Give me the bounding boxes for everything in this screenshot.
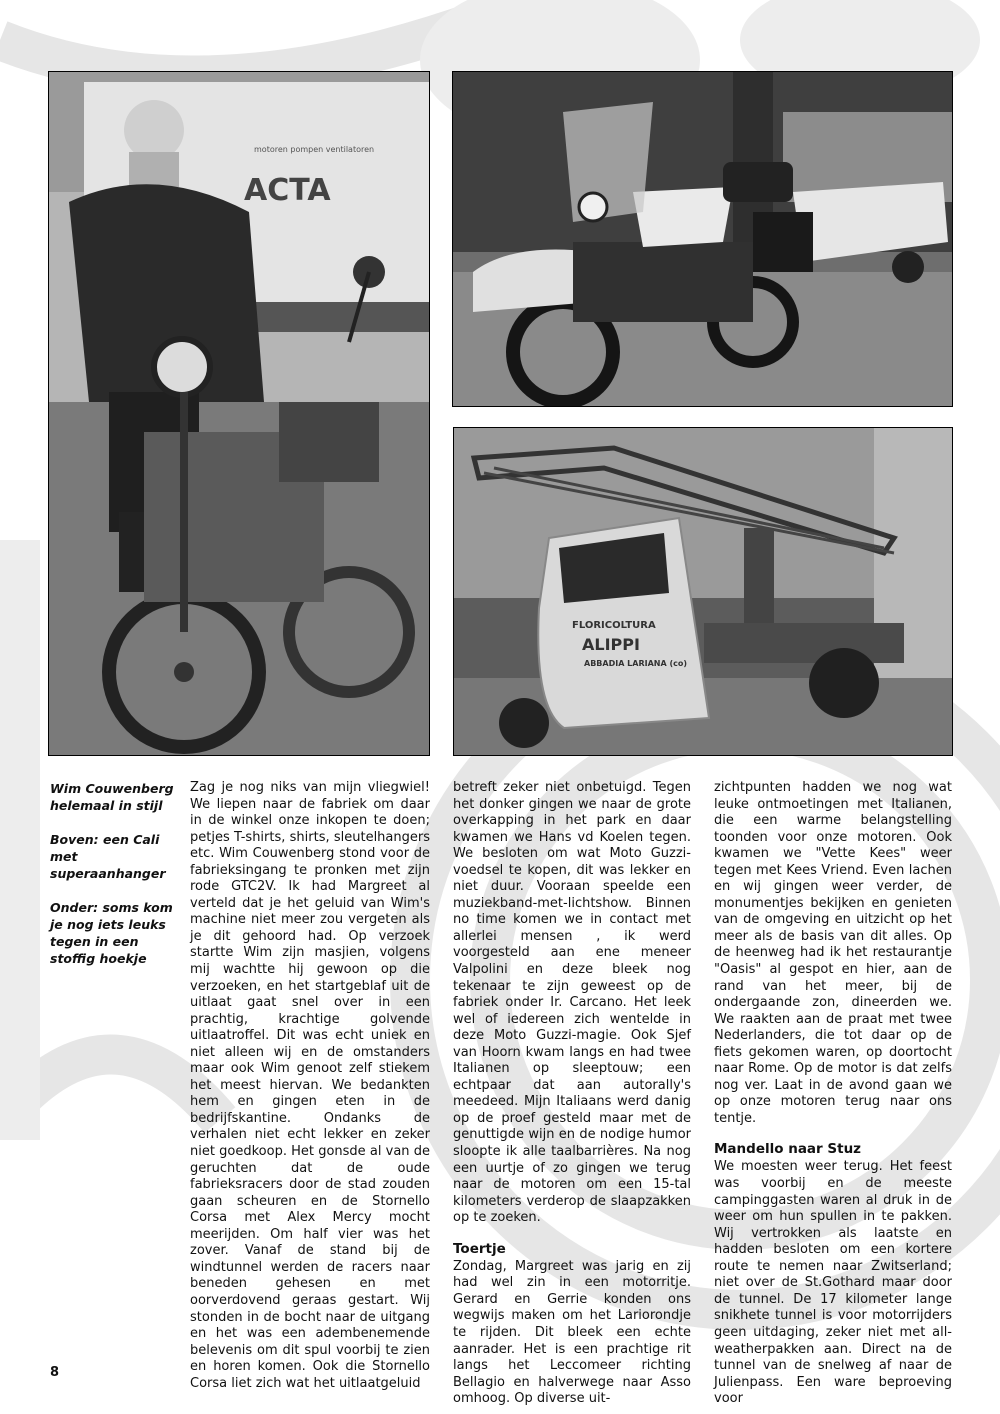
caption-bottom: Onder: soms kom je nog iets leuks tegen in een stoffig hoekje [50,900,173,966]
cab-lettering-1: FLORICOLTURA [572,620,656,631]
article-column-1 [190,780,430,1392]
cab-lettering-3: ABBADIA LARIANA (co) [584,659,688,668]
paragraph: betreft zeker niet onbetuigd. Tegen het donker gingen we naar de grote overkapping in het park en daar kwamen we Hans vd Koelen tegen. We besloten om wat Moto Guzzi-voedsel te kopen, dit was lekker en niet duur. Vooraan speelde een muziekband-met-lichtshow. Binnen no time komen we in contact met allerlei mensen , ik werd voorgesteld aan ene meneer Valpolini en deze bleek nog tekenaar te zijn geweest op de fabriek onder Ir. Carcano. Het leek wel of iedereen zich wentelde in deze Moto Guzzi-magie. Ook Sjef van Hoorn kwam langs en had twee Italianen op sleeptouw; een echtpaar dat aan autorally's meedeed. Mijn Italiaans werd danig op de proef gesteld maar met de genuttigde wijn en de nodige humor sloopte ik alle taalbarrières. Na nog een uurtje of zo gingen we terug naar de motoren om een 15-tal kilometers verderop de slaapzakken op te zoeken. [453,780,691,1226]
article-column-2 [453,780,691,1408]
truck-logo: ACTA [244,173,331,208]
truck-text: motoren pompen ventilatoren [254,145,375,154]
paragraph: We moesten weer terug. Het feest was voorbij en de meeste campinggasten waren al druk in de weer om hun spullen in te pakken. Wij vertrokken als laatste en hadden besloten om een kortere route te nemen naar Zwitserland; niet over de St.Gothard maar door de tunnel. De 17 kilometer lange snikhete tunnel is voor motorrijders geen uitdaging, zeker niet met all-weatherpakken aan. Direct na de tunnel van de snelweg af naar de Julienpass. Een ware beproeving voor [714,1159,952,1407]
photo-driewieler-stoffig-hoekje [453,427,953,756]
paragraph: Zag je nog niks van mijn vliegwiel! We liepen naar de fabriek om daar in de winkel onze inkopen te doen; petjes T-shirts, shirts, sleutelhangers etc. Wim Couwenberg stond voor de fabrieksingang te pronken met zijn rode GTC2V. Ik had Margreet al verteld dat je het geluid van Wim's machine niet meer zou vergeten als je dit gehoord had. Op verzoek startte Wim zijn masjien, volgens mij wachtte hij gewoon op die verzoeken, en het startgeblaf uit de uitlaat gaat snel over in een prachtig, krachtige golvende uitlaatroffel. Dit was echt uniek en niet alleen wij en de omstanders maar ook Wim genoot zelf stiekem het meest hiervan. We bedankten hem en gingen eten in de bedrijfskantine. Ondanks de verhalen niet echt lekker en zeker niet goedkoop. Het gonsde al van de geruchten dat de oude fabrieksracers door de stad zouden gaan scheuren en de Stornello Corsa met Alex Mercy mocht meerijden. Om half vier was het zover. Vanaf de stand bij de windtunnel werden de racers naar beneden gehesen en met oorverdovend geraas gestart. Wij stonden in de bocht naar de uitgang en het was een adembenemende belevenis om dit spul voorbij te zien en horen komen. Ook die Stornello Corsa liet zich wat het uitlaatgeluid [190,780,430,1391]
photo-cali-met-aanhanger [452,71,953,407]
caption-left: Wim Couwenberg helemaal in stijl [50,781,174,813]
caption-top: Boven: een Cali met superaanhanger [50,832,166,881]
section-heading-mandello: Mandello naar Stuz [714,1141,862,1158]
paragraph: zichtpunten hadden we nog wat leuke ontmoetingen met Italianen, die een warme belangstelling toonden voor onze motoren. Ook kwamen we "Vette Kees" weer tegen met Kees Vriend. Even lachen en wij gingen weer verder, de monumentjes bekijken en genieten van de omgeving en uitzicht op het meer als de basis van dit alles. Op de heenweg had ik het restaurantje "Oasis" al gespot en hier, aan de rand van het meer, bij de ondergaande zon, dineerden we. We raakten aan de praat met twee Nederlanders, die tot daar op de fiets gekomen waren, op doortocht naar Rome. Op de motor is dat zelfs nog ver. Laat in de avond gaan we op onze motoren terug naar ons tentje. [714,780,952,1126]
article-column-3 [714,780,952,1408]
page-number: 8 [50,1365,60,1380]
section-heading-toertje: Toertje [453,1240,506,1257]
svg-text:motoren pompen ventilatoren [254,145,374,154]
cab-lettering-2: ALIPPI [582,635,640,654]
paragraph: Zondag, Margreet was jarig en zij had wel zin in een motorritje. Gerard en Gerrie konden ons wegwijs maken om het Lariorondje te rijden. Dit bleek een echte aanrader. Het is een prachtige rit langs het Leccomeer richting Bellagio en halverwege naar Asso omhoog. Op diverse uit- [453,1258,691,1407]
photo-wim-couwenberg [48,71,430,756]
photo-captions [50,780,175,984]
